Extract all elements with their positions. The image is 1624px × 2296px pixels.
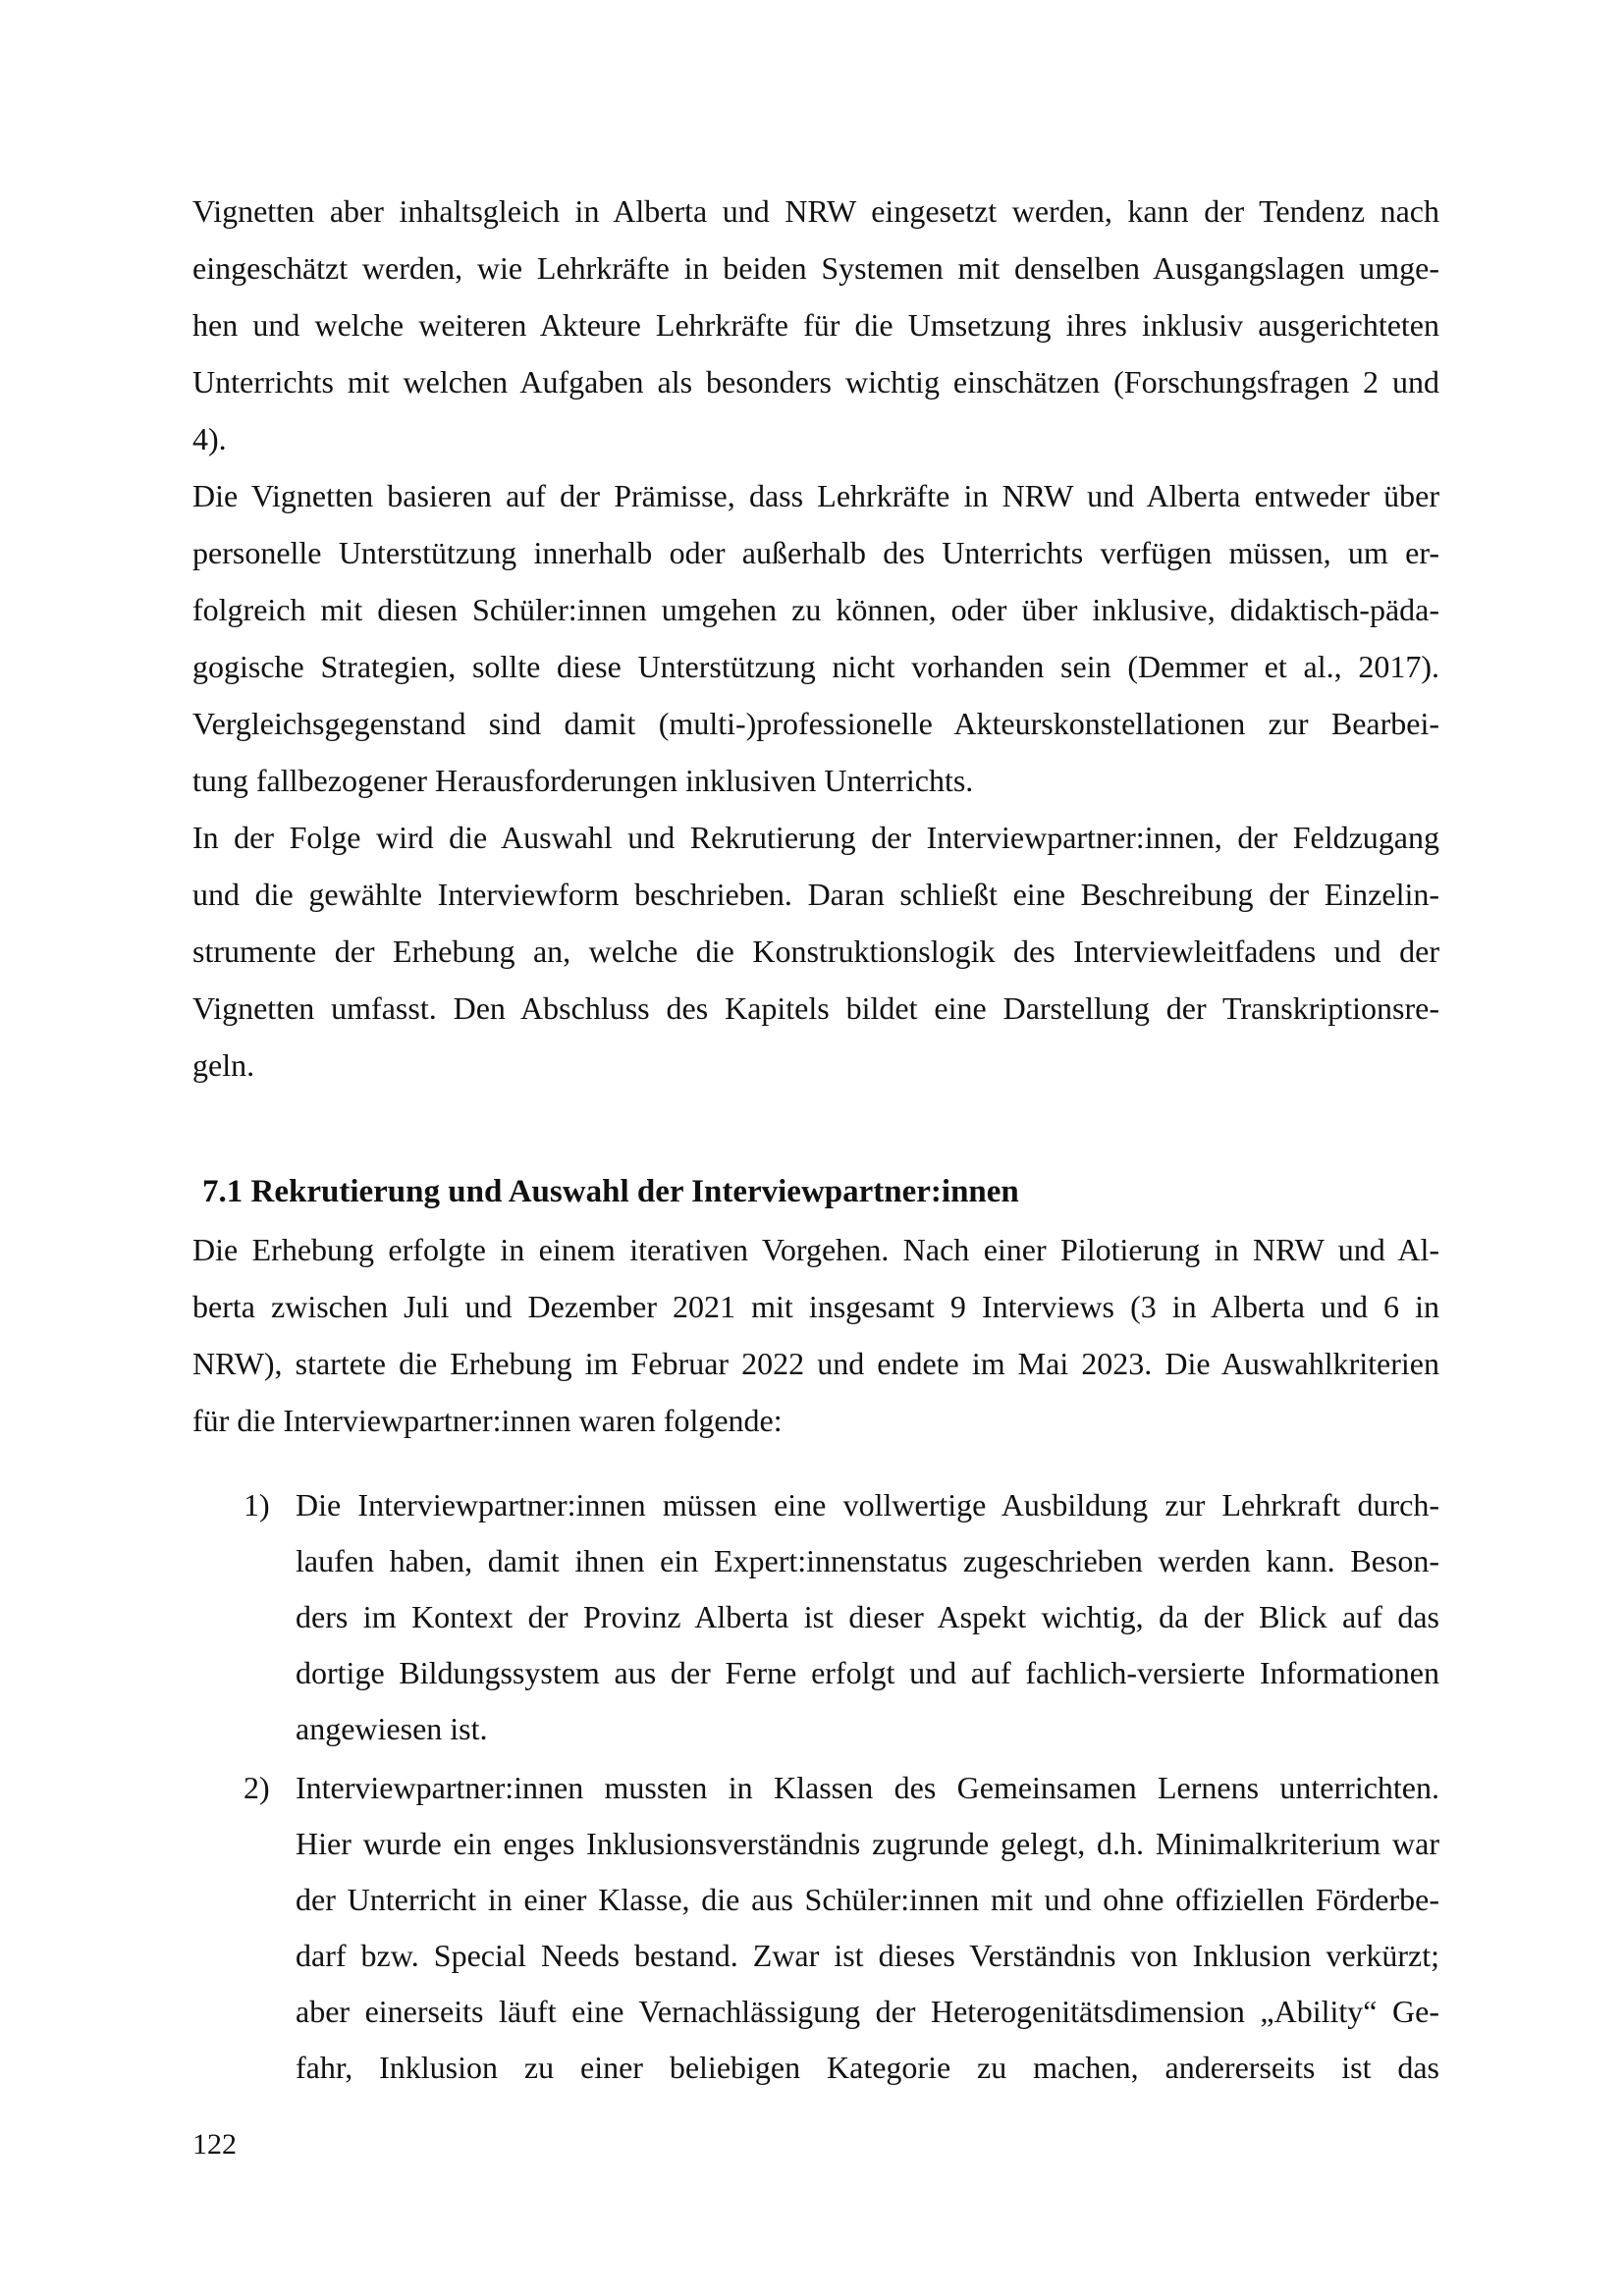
text-line: Vignetten aber inhaltsgleich in Alberta und NRW eingesetzt werden, kann der Tendenz nach bbox=[192, 193, 1439, 229]
text-line: der Unterricht in einer Klasse, die aus Schüler:innen mit und ohne offiziellen Förderbe- bbox=[296, 1882, 1439, 1917]
list-item bbox=[244, 1477, 1439, 1757]
text-line: 4). bbox=[192, 421, 227, 456]
text-line: darf bzw. Special Needs bestand. Zwar ist dieses Verständnis von Inklusion verkürzt; bbox=[296, 1938, 1439, 1973]
text-line: Die Erhebung erfolgte in einem iterativen Vorgehen. Nach einer Pilotierung in NRW und Al- bbox=[192, 1232, 1439, 1267]
paragraph bbox=[192, 467, 1439, 809]
text-line: Die Interviewpartner:innen müssen eine vollwertige Ausbildung zur Lehrkraft durch- bbox=[296, 1487, 1439, 1522]
section-paragraph bbox=[192, 1221, 1439, 1449]
text-line: hen und welche weiteren Akteure Lehrkräfte für die Umsetzung ihres inklusiv ausgerichteten bbox=[192, 307, 1439, 343]
text-line: Die Vignetten basieren auf der Prämisse, dass Lehrkräfte in NRW und Alberta entweder über bbox=[192, 478, 1439, 513]
text-line: gogische Strategien, sollte diese Unterstützung nicht vorhanden sein (Demmer et al., 2017). bbox=[192, 649, 1439, 684]
text-line: berta zwischen Juli und Dezember 2021 mit insgesamt 9 Interviews (3 in Alberta und 6 in bbox=[192, 1289, 1439, 1324]
text-line: Vergleichsgegenstand sind damit (multi-)professionelle Akteurskonstellationen zur Bearbei- bbox=[192, 706, 1439, 741]
text-line: und die gewählte Interviewform beschrieben. Daran schließt eine Beschreibung der Einzelin- bbox=[192, 877, 1439, 912]
text-line: folgreich mit diesen Schüler:innen umgehen zu können, oder über inklusive, didaktisch-päda- bbox=[192, 592, 1439, 627]
text-line: für die Interviewpartner:innen waren folgende: bbox=[192, 1403, 783, 1438]
text-line: angewiesen ist. bbox=[296, 1711, 488, 1746]
text-line: dortige Bildungssystem aus der Ferne erfolgt und auf fachlich-versierte Informationen bbox=[296, 1655, 1439, 1690]
text-line: tung fallbezogener Herausforderungen inklusiven Unterrichts. bbox=[192, 763, 974, 798]
criteria-list bbox=[244, 1477, 1439, 2099]
section-heading: 7.1 Rekrutierung und Auswahl der Interviewpartner:innen bbox=[202, 1174, 1019, 1209]
list-number: 2) bbox=[244, 1770, 270, 1805]
text-line: fahr, Inklusion zu einer beliebigen Kategorie zu machen, andererseits ist das bbox=[296, 2050, 1439, 2085]
intro-paragraphs bbox=[192, 183, 1439, 1094]
text-line: eingeschätzt werden, wie Lehrkräfte in beiden Systemen mit denselben Ausgangslagen umge- bbox=[192, 250, 1439, 286]
paragraph bbox=[192, 183, 1439, 467]
page-number: 122 bbox=[192, 2128, 237, 2161]
list-number: 1) bbox=[244, 1487, 270, 1522]
list-item bbox=[244, 1760, 1439, 2096]
text-line: strumente der Erhebung an, welche die Konstruktionslogik des Interviewleitfadens und der bbox=[192, 934, 1439, 969]
text-line: Unterrichts mit welchen Aufgaben als besonders wichtig einschätzen (Forschungsfragen 2 und bbox=[192, 364, 1439, 400]
text-line: aber einerseits läuft eine Vernachlässigung der Heterogenitätsdimension „Ability“ Ge- bbox=[296, 1994, 1439, 2029]
text-line: Vignetten umfasst. Den Abschluss des Kapitels bildet eine Darstellung der Transkriptionsre- bbox=[192, 990, 1439, 1026]
text-line: NRW), startete die Erhebung im Februar 2022 und endete im Mai 2023. Die Auswahlkriterien bbox=[192, 1346, 1439, 1381]
text-line: personelle Unterstützung innerhalb oder außerhalb des Unterrichts verfügen müssen, um er- bbox=[192, 535, 1439, 570]
paragraph bbox=[192, 809, 1439, 1094]
text-line: laufen haben, damit ihnen ein Expert:innenstatus zugeschrieben werden kann. Beson- bbox=[296, 1543, 1439, 1578]
text-line: Interviewpartner:innen mussten in Klassen des Gemeinsamen Lernens unterrichten. bbox=[296, 1770, 1439, 1805]
text-line: In der Folge wird die Auswahl und Rekrutierung der Interviewpartner:innen, der Feldzugang bbox=[192, 820, 1439, 855]
text-line: Hier wurde ein enges Inklusionsverständnis zugrunde gelegt, d.h. Minimalkriterium war bbox=[296, 1826, 1439, 1861]
text-line: ders im Kontext der Provinz Alberta ist dieser Aspekt wichtig, da der Blick auf das bbox=[296, 1599, 1439, 1634]
text-line: geln. bbox=[192, 1047, 255, 1083]
